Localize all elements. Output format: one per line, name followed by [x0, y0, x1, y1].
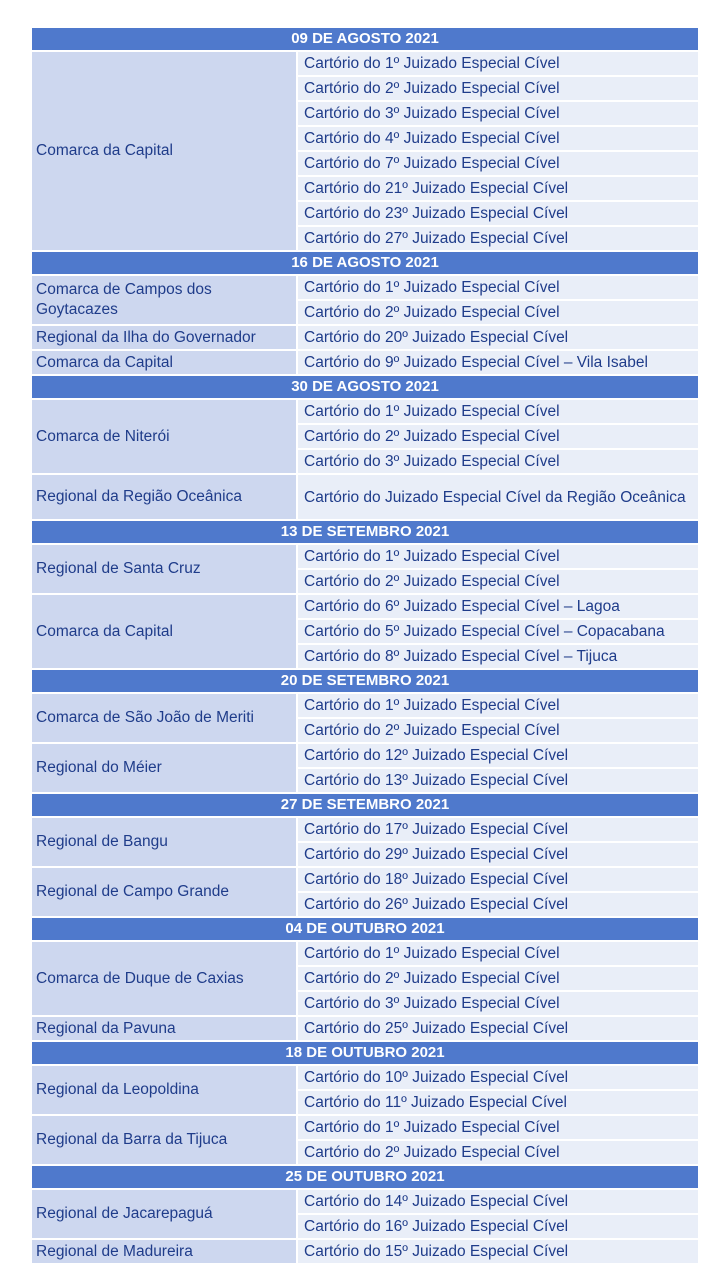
office-cell: Cartório do 2º Juizado Especial Cível — [297, 966, 699, 991]
table-row — [31, 1016, 699, 1041]
region-cell: Regional da Barra da Tijuca — [31, 1115, 297, 1165]
region-cell: Comarca de Duque de Caxias — [31, 941, 297, 1016]
office-cell: Cartório do 23º Juizado Especial Cível — [297, 201, 699, 226]
date-header-row — [31, 27, 699, 51]
office-cell: Cartório do 5º Juizado Especial Cível – Copacabana — [297, 619, 699, 644]
region-cell: Comarca da Capital — [31, 594, 297, 669]
office-cell: Cartório do 27º Juizado Especial Cível — [297, 226, 699, 251]
table-row — [31, 594, 699, 619]
office-cell: Cartório do 2º Juizado Especial Cível — [297, 424, 699, 449]
table-row — [31, 817, 699, 842]
region-cell: Comarca de São João de Meriti — [31, 693, 297, 743]
office-cell: Cartório do Juizado Especial Cível da Região Oceânica — [297, 474, 699, 520]
office-cell: Cartório do 20º Juizado Especial Cível — [297, 325, 699, 350]
office-cell: Cartório do 2º Juizado Especial Cível — [297, 718, 699, 743]
office-cell: Cartório do 2º Juizado Especial Cível — [297, 569, 699, 594]
office-cell: Cartório do 3º Juizado Especial Cível — [297, 449, 699, 474]
region-cell: Comarca de Campos dos Goytacazes — [31, 275, 297, 325]
date-header: 27 DE SETEMBRO 2021 — [31, 793, 699, 817]
region-cell: Regional de Campo Grande — [31, 867, 297, 917]
schedule-table — [30, 26, 700, 1265]
table-row — [31, 941, 699, 966]
office-cell: Cartório do 1º Juizado Especial Cível — [297, 275, 699, 300]
office-cell: Cartório do 11º Juizado Especial Cível — [297, 1090, 699, 1115]
table-row — [31, 544, 699, 569]
office-cell: Cartório do 6º Juizado Especial Cível – Lagoa — [297, 594, 699, 619]
region-cell: Regional de Bangu — [31, 817, 297, 867]
region-cell: Comarca da Capital — [31, 350, 297, 375]
office-cell: Cartório do 16º Juizado Especial Cível — [297, 1214, 699, 1239]
date-header: 30 DE AGOSTO 2021 — [31, 375, 699, 399]
table-row — [31, 1189, 699, 1214]
table-row — [31, 51, 699, 76]
office-cell: Cartório do 7º Juizado Especial Cível — [297, 151, 699, 176]
office-cell: Cartório do 26º Juizado Especial Cível — [297, 892, 699, 917]
table-row — [31, 325, 699, 350]
office-cell: Cartório do 8º Juizado Especial Cível – Tijuca — [297, 644, 699, 669]
office-cell: Cartório do 12º Juizado Especial Cível — [297, 743, 699, 768]
date-header-row — [31, 917, 699, 941]
office-cell: Cartório do 1º Juizado Especial Cível — [297, 544, 699, 569]
office-cell: Cartório do 4º Juizado Especial Cível — [297, 126, 699, 151]
date-header: 18 DE OUTUBRO 2021 — [31, 1041, 699, 1065]
table-row — [31, 693, 699, 718]
table-row — [31, 275, 699, 300]
office-cell: Cartório do 3º Juizado Especial Cível — [297, 991, 699, 1016]
office-cell: Cartório do 21º Juizado Especial Cível — [297, 176, 699, 201]
office-cell: Cartório do 14º Juizado Especial Cível — [297, 1189, 699, 1214]
office-cell: Cartório do 1º Juizado Especial Cível — [297, 693, 699, 718]
region-cell: Regional da Leopoldina — [31, 1065, 297, 1115]
region-cell: Regional da Pavuna — [31, 1016, 297, 1041]
date-header: 13 DE SETEMBRO 2021 — [31, 520, 699, 544]
date-header-row — [31, 1165, 699, 1189]
office-cell: Cartório do 18º Juizado Especial Cível — [297, 867, 699, 892]
office-cell: Cartório do 29º Juizado Especial Cível — [297, 842, 699, 867]
table-row — [31, 474, 699, 520]
region-cell: Regional da Ilha do Governador — [31, 325, 297, 350]
date-header: 20 DE SETEMBRO 2021 — [31, 669, 699, 693]
office-cell: Cartório do 1º Juizado Especial Cível — [297, 941, 699, 966]
region-cell: Comarca da Capital — [31, 51, 297, 251]
office-cell: Cartório do 2º Juizado Especial Cível — [297, 1140, 699, 1165]
table-row — [31, 1115, 699, 1140]
table-row — [31, 1065, 699, 1090]
table-row — [31, 867, 699, 892]
office-cell: Cartório do 3º Juizado Especial Cível — [297, 101, 699, 126]
region-cell: Regional de Jacarepaguá — [31, 1189, 297, 1239]
schedule-body — [31, 27, 699, 1264]
date-header-row — [31, 793, 699, 817]
office-cell: Cartório do 1º Juizado Especial Cível — [297, 399, 699, 424]
date-header: 16 DE AGOSTO 2021 — [31, 251, 699, 275]
office-cell: Cartório do 1º Juizado Especial Cível — [297, 51, 699, 76]
office-cell: Cartório do 10º Juizado Especial Cível — [297, 1065, 699, 1090]
office-cell: Cartório do 25º Juizado Especial Cível — [297, 1016, 699, 1041]
region-cell: Regional de Santa Cruz — [31, 544, 297, 594]
table-row — [31, 1239, 699, 1264]
date-header-row — [31, 251, 699, 275]
date-header: 04 DE OUTUBRO 2021 — [31, 917, 699, 941]
date-header-row — [31, 1041, 699, 1065]
date-header: 09 DE AGOSTO 2021 — [31, 27, 699, 51]
office-cell: Cartório do 9º Juizado Especial Cível – Vila Isabel — [297, 350, 699, 375]
office-cell: Cartório do 13º Juizado Especial Cível — [297, 768, 699, 793]
region-cell: Regional da Região Oceânica — [31, 474, 297, 520]
office-cell: Cartório do 2º Juizado Especial Cível — [297, 76, 699, 101]
office-cell: Cartório do 17º Juizado Especial Cível — [297, 817, 699, 842]
date-header-row — [31, 520, 699, 544]
region-cell: Regional do Méier — [31, 743, 297, 793]
date-header-row — [31, 375, 699, 399]
date-header: 25 DE OUTUBRO 2021 — [31, 1165, 699, 1189]
date-header-row — [31, 669, 699, 693]
table-row — [31, 399, 699, 424]
office-cell: Cartório do 1º Juizado Especial Cível — [297, 1115, 699, 1140]
table-row — [31, 743, 699, 768]
region-cell: Regional de Madureira — [31, 1239, 297, 1264]
region-cell: Comarca de Niterói — [31, 399, 297, 474]
table-row — [31, 350, 699, 375]
office-cell: Cartório do 2º Juizado Especial Cível — [297, 300, 699, 325]
office-cell: Cartório do 15º Juizado Especial Cível — [297, 1239, 699, 1264]
